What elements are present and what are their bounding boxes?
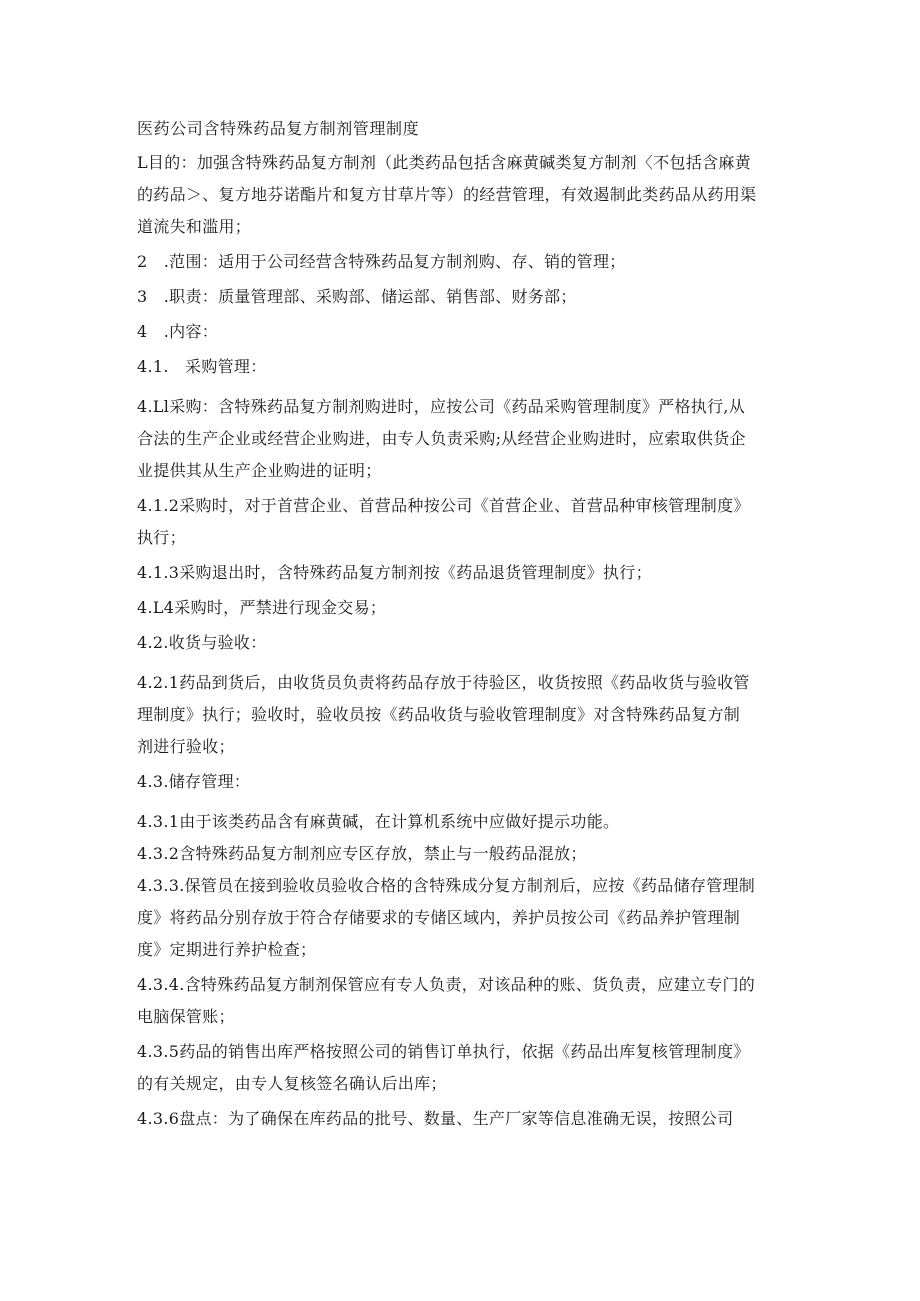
text-line: 2 .范围：适用于公司经营含特殊药品复方制剂购、存、销的管理； <box>137 252 626 271</box>
text-line: 剂进行验收； <box>137 737 235 756</box>
paragraph-content <box>137 316 785 348</box>
text-line: 4.2.1药品到货后，由收货员负责将药品存放于待验区，收货按照《药品收货与验收管 <box>137 673 750 692</box>
text-line: 4.Ll采购：含特殊药品复方制剂购进时，应按公司《药品采购管理制度》严格执行,从 <box>137 397 746 416</box>
text-line: 执行； <box>137 528 186 547</box>
text-line: 的有关规定，由专人复核签名确认后出库； <box>137 1074 447 1093</box>
paragraph-purpose <box>137 147 785 243</box>
paragraph-4-1-4 <box>137 592 785 624</box>
paragraph-duties <box>137 281 785 313</box>
text-line: 4.1.3采购退出时，含特殊药品复方制剂按《药品退货管理制度》执行； <box>137 563 652 582</box>
text-line: L目的：加强含特殊药品复方制剂（此类药品包括含麻黄碱类复方制剂〈不包括含麻黄 <box>137 153 752 172</box>
paragraph-4-2-1 <box>137 667 785 763</box>
section-4-2-heading <box>137 627 785 659</box>
text-line: 度》将药品分别存放于符合存储要求的专储区域内，养护员按公司《药品养护管理制 <box>137 908 741 927</box>
section-4-1-heading <box>137 351 785 383</box>
text-line: 3 .职责：质量管理部、采购部、储运部、销售部、财务部； <box>137 287 577 306</box>
paragraph-4-1-3 <box>137 557 785 589</box>
paragraph-4-3-2 <box>137 838 785 870</box>
text-line: 4.3.3.保管员在接到验收员验收合格的含特殊成分复方制剂后，应按《药品储存管理制 <box>137 876 756 895</box>
text-line: 理制度》执行；验收时，验收员按《药品收货与验收管理制度》对含特殊药品复方制 <box>137 705 741 724</box>
paragraph-4-3-6 <box>137 1103 785 1135</box>
paragraph-4-1-1 <box>137 391 785 487</box>
paragraph-4-1-2 <box>137 490 785 554</box>
text-line: 4.3.4.含特殊药品复方制剂保管应有专人负责，对该品种的账、货负责，应建立专门的 <box>137 975 756 994</box>
text-line: 电脑保管账； <box>137 1007 235 1026</box>
text-line: 4.3.6盘点：为了确保在库药品的批号、数量、生产厂家等信息准确无误，按照公司 <box>137 1109 734 1128</box>
text-line: 4.3.5药品的销售出库严格按照公司的销售订单执行，依据《药品出库复核管理制度》 <box>137 1042 750 1061</box>
text-line: 的药品＞、复方地芬诺酯片和复方甘草片等）的经营管理，有效遏制此类药品从药用渠 <box>137 185 757 204</box>
paragraph-4-3-5 <box>137 1036 785 1100</box>
text-line: 度》定期进行养护检查； <box>137 940 317 959</box>
text-line: 4.L4采购时，严禁进行现金交易； <box>137 598 387 617</box>
document-page <box>137 113 785 1135</box>
text-line: 4.3.2含特殊药品复方制剂应专区存放，禁止与一般药品混放； <box>137 844 587 863</box>
text-line: 合法的生产企业或经营企业购进，由专人负责采购;从经营企业购进时，应索取供货企 <box>137 429 746 448</box>
text-line: 4.3.储存管理： <box>137 772 251 791</box>
document-title: 医药公司含特殊药品复方制剂管理制度 <box>137 119 420 138</box>
paragraph-4-3-1 <box>137 806 785 838</box>
text-line: 4 .内容： <box>137 322 219 341</box>
section-4-3-heading <box>137 766 785 798</box>
paragraph-scope <box>137 246 785 278</box>
paragraph-4-3-4 <box>137 969 785 1033</box>
text-line: 道流失和滥用； <box>137 217 252 236</box>
text-line: 4.1. 采购管理： <box>137 357 267 376</box>
text-line: 业提供其从生产企业购进的证明； <box>137 461 382 480</box>
text-line: 4.2.收货与验收： <box>137 633 267 652</box>
text-line: 4.1.2采购时，对于首营企业、首营品种按公司《首营企业、首营品种审核管理制度》 <box>137 496 750 515</box>
paragraph-4-3-3 <box>137 870 785 966</box>
text-line: 4.3.1由于该类药品含有麻黄碱，在计算机系统中应做好提示功能。 <box>137 812 620 831</box>
